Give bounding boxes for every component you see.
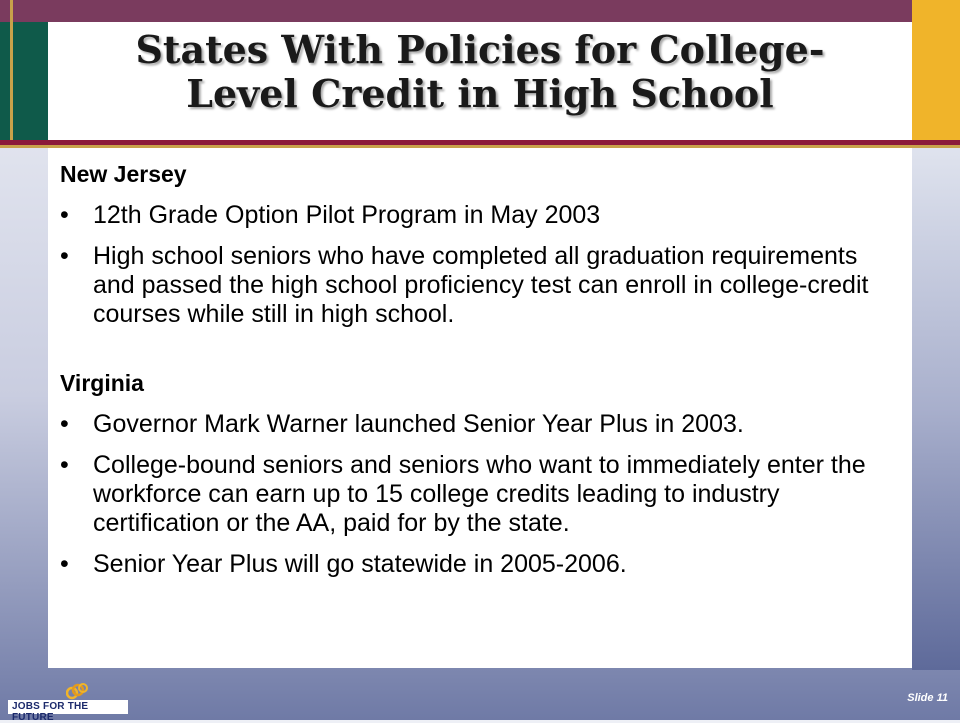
slide-title bbox=[48, 28, 912, 116]
bullet-item bbox=[60, 410, 900, 439]
left-gold-stripe bbox=[10, 0, 13, 140]
title-line-1: States With Policies for College- bbox=[135, 27, 825, 72]
bullet-text: Governor Mark Warner launched Senior Year Plus in 2003. bbox=[93, 410, 744, 438]
logo-swirl-icon bbox=[66, 682, 88, 700]
logo-text: JOBS FOR THE FUTURE bbox=[12, 701, 89, 723]
bullet-item bbox=[60, 201, 900, 230]
bullet-dot: • bbox=[60, 410, 69, 438]
section-heading-new-jersey: New Jersey bbox=[60, 161, 187, 187]
bullet-dot: • bbox=[60, 550, 69, 578]
bullet-item bbox=[60, 550, 900, 579]
jobs-for-the-future-logo bbox=[8, 676, 128, 723]
slide-body bbox=[60, 160, 900, 591]
top-bar bbox=[0, 0, 912, 22]
bullet-text: High school seniors who have completed all graduation requirements and passed the high school proficiency test can enroll in college-credit courses while still in high school. bbox=[93, 242, 869, 328]
bullet-text: Senior Year Plus will go statewide in 2005-2006. bbox=[93, 550, 627, 578]
logo-text-box bbox=[8, 700, 128, 723]
bullet-item bbox=[60, 451, 900, 538]
slide-number: Slide 11 bbox=[907, 692, 948, 704]
bullet-dot: • bbox=[60, 451, 69, 479]
left-green-block bbox=[0, 22, 48, 140]
section-heading-virginia: Virginia bbox=[60, 370, 144, 396]
right-side-panel bbox=[912, 148, 960, 670]
bullet-dot: • bbox=[60, 242, 69, 270]
bullet-dot: • bbox=[60, 201, 69, 229]
bullet-item bbox=[60, 242, 900, 329]
title-line-2: Level Credit in High School bbox=[186, 71, 774, 116]
right-gold-block bbox=[912, 0, 960, 148]
bullet-text: 12th Grade Option Pilot Program in May 2003 bbox=[93, 201, 601, 229]
bullet-text: College-bound seniors and seniors who want to immediately enter the workforce can earn up to 15 college credits leading to industry certification or the AA, paid for by the state. bbox=[93, 451, 866, 537]
